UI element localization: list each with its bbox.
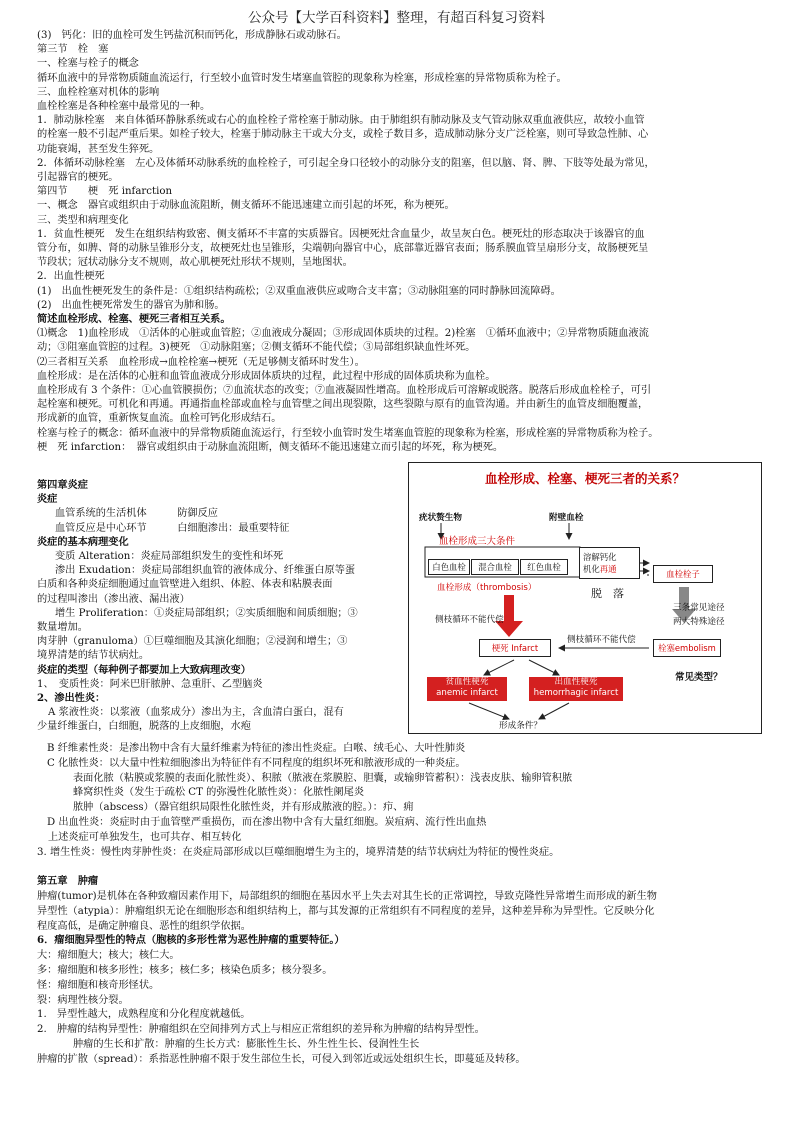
text-line: 循环血液中的异常物质随血流运行，行至较小血管时发生堵塞血管腔的现象称为栓塞，形成栓塞的异常物质称为栓子。 — [37, 72, 567, 84]
text-line: 脓肿（abscess）（器官组织局限性化脓性炎，并有形成脓液的腔。）：疖、痈 — [73, 802, 414, 814]
text-line: 栓塞与栓子的概念：循环血液中的异常物质随血流运行，行至较小血管时发生堵塞血管腔的现象称为栓塞，形成栓塞的异常物质称为栓子。 — [37, 427, 659, 439]
box-hemorrhagic-infarct: 出血性梗死 hemorrhagic infarct — [529, 677, 623, 701]
text-line: 第三节 栓 塞 — [37, 44, 109, 56]
text-line: 管分布，如脾、肾的动脉呈锥形分支，故梗死灶也呈锥形，尖端朝向器官中心，底部靠近器官表面；肠系膜血管呈扇形分支，故肠梗死呈 — [37, 243, 649, 254]
text-line: 肿瘤的生长和扩散：肿瘤的生长方式：膨胀性生长、外生性生长、侵润性生长 — [73, 1039, 420, 1050]
text-line: 1．贫血性梗死 发生在组织结构致密、侧支循环不丰富的实质器官。因梗死灶含血量少，故呈灰白色。梗死灶的形态取决于该器官的血 — [37, 228, 645, 240]
text-line: 表面化脓（粘膜或浆膜的表面化脓性炎）、积脓（脓液在浆膜腔、胆囊，或输卵管蓄积）：浅表皮肤、输卵管积脓 — [73, 772, 573, 784]
label-common-type: 常见类型？ — [675, 672, 723, 683]
label-three-conditions: 血栓形成三大条件 — [439, 536, 516, 547]
page-header: 公众号【大学百科资料】整理，有超百科复习资料 — [248, 10, 545, 26]
text-line: 1. 异型性越大，成熟程度和分化程度就越低。 — [37, 1009, 251, 1021]
text-line: (2) 出血性梗死常发生的器官为肺和肠。 — [37, 299, 225, 311]
text-line: 形成新的血管，重新恢复血流。血栓可钙化形成结石。 — [37, 413, 282, 425]
inflammation-line: 变质 Alteration：炎症局部组织发生的变性和坏死 — [55, 551, 284, 562]
text-line: 3. 增生性炎：慢性肉芽肿性炎：在炎症局部形成以巨噬细胞增生为主的，境界清楚的结节状病灶为特征的慢性炎症。 — [37, 846, 560, 858]
box-embolus: 血栓栓子 — [653, 565, 713, 583]
label-organize-recanal: 机化再通 — [583, 564, 617, 574]
inflammation-line: A 浆液性炎：以浆液（血浆成分）渗出为主，含血清白蛋白，混有 — [48, 707, 344, 719]
text-line: 梗 死 infarction： 器官或组织由于动脉血流阻断，侧支循环不能迅速建立而引起的坏死，称为梗死。 — [37, 441, 504, 453]
text-line: 起栓塞和梗死。可机化和再通。再通指血栓部或血栓与血管壁之间出现裂隙，这些裂隙与原有的血管沟通。并由新生的血管皮细胞覆盖， — [37, 399, 649, 411]
text-line: 上述炎症可单独发生，也可共存、相互转化 — [48, 831, 242, 843]
text-line: 肿瘤的扩散（spread）：系指恶性肿瘤不限于发生部位生长，可侵入到邻近或远处组织生长，即蔓延及转移。 — [37, 1053, 526, 1065]
inflammation-line: 第四章炎症 — [37, 479, 88, 491]
inflammation-line: 少量纤维蛋白，白细胞，脱落的上皮细胞，水疱 — [37, 721, 251, 733]
text-line: 裂：病理性核分裂。 — [37, 994, 129, 1006]
text-line: 功能衰竭，甚至发生猝死。 — [37, 143, 160, 155]
inflammation-line: 渗出 Exudation：炎症局部组织血管的液体成分、纤维蛋白原等蛋 — [55, 565, 356, 577]
label-no-compensation-right: 侧枝循环不能代偿 — [567, 635, 636, 645]
text-line: 的栓塞一般不引起严重后果。如栓子较大，栓塞于肺动脉主干或大分支，或栓子数目多，造成肺动脉分支广泛栓塞，则可导致急性肺、心 — [37, 129, 649, 141]
inflammation-line: 肉芽肿（granuloma）①巨噬细胞及其演化细胞；②浸润和增生；③ — [37, 636, 348, 648]
text-line: 血栓形成有 3 个条件：①心血管膜损伤；⑦血流状态的改变；⑦血液凝固性增高。血栓形成后可溶解或脱落。脱落后形成血栓栓子，可引 — [37, 385, 652, 396]
box-white-thrombus: 白色血栓 — [428, 559, 470, 575]
arrow-to-hemorrhagic — [529, 660, 559, 675]
box-embolism: 栓塞embolism — [653, 639, 721, 657]
text-line: 简述血栓形成、栓塞、梗死三者相互关系。 — [37, 313, 231, 325]
text-line: 一、概念 器官或组织由于动脉血流阻断，侧支循环不能迅速建立而引起的坏死，称为梗死。 — [37, 200, 455, 212]
label-conditions: 形成条件？ — [499, 721, 542, 731]
text-line: 动；③阻塞血管腔的过程。3)梗死 ①动脉阻塞；②侧支循环不能代偿；③局部组织缺血性坏死。 — [37, 342, 476, 354]
text-line: 2．出血性梗死 — [37, 271, 105, 283]
text-line: C 化脓性炎：以大量中性粒细胞渗出为特征伴有不同程度的组织坏死和脓液形成的一种炎症。 — [47, 757, 466, 769]
inflammation-line: 境界清楚的结节状病灶。 — [37, 650, 150, 662]
text-line: 大：瘤细胞大；核大；核仁大。 — [37, 950, 180, 962]
text-line: 血栓栓塞是各种栓塞中最常见的一种。 — [37, 101, 211, 112]
box-anemic-infarct: 贫血性梗死 anemic infarct — [427, 677, 507, 701]
text-line: 肿瘤(tumor)是机体在各种致瘤因素作用下，局部组织的细胞在基因水平上失去对其生长的正常调控，导致克隆性异常增生而形成的新生物 — [37, 891, 657, 902]
text-line: 节段状；冠状动脉分支不规则，故心肌梗死灶形状不规则，呈地图状。 — [37, 257, 353, 269]
text-line: B 纤维素性炎：是渗出物中含有大量纤维素为特征的渗出性炎症。白喉、绒毛心、大叶性肺炎 — [47, 743, 466, 754]
box-infarct: 梗死 Infarct — [479, 639, 551, 657]
text-line: D 出血性炎：炎症时由于血管壁严重损伤，而在渗出物中含有大量红细胞。炭疽病、流行性出血热 — [47, 817, 487, 828]
text-line: 三、类型和病理变化 — [37, 214, 129, 226]
inflammation-line: 的过程叫渗出（渗出液、漏出液） — [37, 593, 190, 605]
inflammation-line: 增生 Proliferation：①炎症局部组织；②实质细胞和间质细胞；③ — [55, 607, 358, 619]
label-route-common: 三条常见途径 — [673, 603, 725, 613]
inflammation-line: 1、 变质性炎：阿米巴肝脓肿、急重肝、乙型脑炎 — [37, 678, 263, 690]
text-line: 三、血栓栓塞对机体的影响 — [37, 86, 160, 98]
text-line: 多：瘤细胞和核多形性；核多；核仁多；核染色质多；核分裂多。 — [37, 965, 333, 976]
label-thrombosis: 血栓形成（thrombosis） — [437, 583, 537, 593]
box-dissolve — [579, 547, 640, 579]
inflammation-line: 炎症的基本病理变化 — [37, 535, 129, 548]
text-line: (1) 出血性梗死发生的条件是：①组织结构疏松；②双重血液供应或吻合支丰富；③动脉阻塞的同时静脉回流障碍。 — [37, 285, 561, 297]
text-line: 引起器官的梗死。 — [37, 172, 119, 183]
inflammation-line: 炎症 — [37, 493, 58, 506]
thrombosis-embolism-infarct-diagram — [408, 462, 762, 734]
diagram-title: 血栓形成、栓塞、梗死三者的关系？ — [484, 471, 685, 486]
arrow-anemic-conditions — [469, 703, 509, 719]
text-line: 异型性（atypia）：肿瘤组织无论在细胞形态和组织结构上，都与其发源的正常组织有不同程度的差异，这种差异称为异型性。它反映分化 — [37, 905, 655, 917]
text-line: 第四节 梗 死 infarction — [37, 186, 173, 198]
text-line: 一、栓塞与栓子的概念 — [37, 58, 139, 70]
label-route-special: 两大特殊途径 — [673, 617, 725, 627]
text-line: ⑴概念 1)血栓形成 ①活体的心脏或血管腔；②血液成分凝固；③形成固体质块的过程。2)栓塞 ①循环血液中；②异常物质随血液流 — [37, 328, 649, 340]
label-mural-thrombus: 附壁血栓 — [549, 513, 584, 523]
text-line: 第五章 肿瘤 — [37, 875, 99, 888]
box-red-thrombus: 红色血栓 — [520, 559, 568, 575]
text-line: 血栓形成：是在活体的心脏和血管血液成分形成固体质块的过程，此过程中形成的固体质块称为血栓。 — [37, 370, 496, 382]
text-line: 怪：瘤细胞和核奇形怪状。 — [37, 979, 160, 991]
inflammation-line: 白质和各种炎症细胞通过血管壁进入组织、体腔、体表和粘膜表面 — [37, 579, 333, 591]
label-vegetation: 疣状赘生物 — [419, 513, 462, 523]
inflammation-line: 2、渗出性炎： — [37, 692, 106, 704]
text-line: ⑵三者相互关系 血栓形成→血栓栓塞→梗死（无足够侧支循环时发生）。 — [37, 356, 365, 368]
text-line: 6．瘤细胞异型性的特点（胞核的多形性常为恶性肿瘤的重要特征。） — [37, 934, 345, 947]
inflammation-line: 数量增加。 — [37, 622, 88, 633]
box-mixed-thrombus: 混合血栓 — [471, 559, 519, 575]
arrow-to-anemic — [484, 660, 514, 675]
label-dissolve: 溶解钙化 — [583, 552, 617, 562]
text-line: 1．肺动脉栓塞 来自体循环静脉系统或右心的血栓栓子常栓塞于肺动脉。由于肺组织有肺动脉及支气管动脉双重血液供应，故较小血管 — [37, 115, 645, 127]
inflammation-line: 炎症的类型（每种例子都要加上大致病理改变） — [37, 663, 251, 676]
text-line: 2. 肿瘤的结构异型性：肿瘤组织在空间排列方式上与相应正常组织的差异称为肿瘤的结构异型性。 — [37, 1024, 485, 1036]
text-line: (3) 钙化：旧的血栓可发生钙盐沉积而钙化，形成静脉石或动脉石。 — [37, 30, 347, 41]
label-fall-off: 脱 落 — [591, 587, 624, 600]
text-line: 蜂窝织性炎（发生于疏松 CT 的弥漫性化脓性炎）：化脓性阑尾炎 — [73, 787, 365, 799]
text-line: 程度高低，是确定肿瘤良、恶性的组织学依据。 — [37, 920, 251, 932]
inflammation-line: 血管反应是中心环节 白细胞渗出：最重要特征 — [55, 522, 290, 534]
arrow-hemorrhagic-conditions — [539, 703, 569, 719]
text-line: 2．体循环动脉栓塞 左心及体循环动脉系统的血栓栓子，可引起全身口径较小的动脉分支的阻塞，但以脑、肾、脾、下肢等处最为常见， — [37, 157, 655, 169]
label-no-compensation-left: 侧枝循环不能代偿 — [435, 615, 504, 625]
inflammation-line: 血管系统的生活机体 防御反应 — [55, 508, 218, 520]
